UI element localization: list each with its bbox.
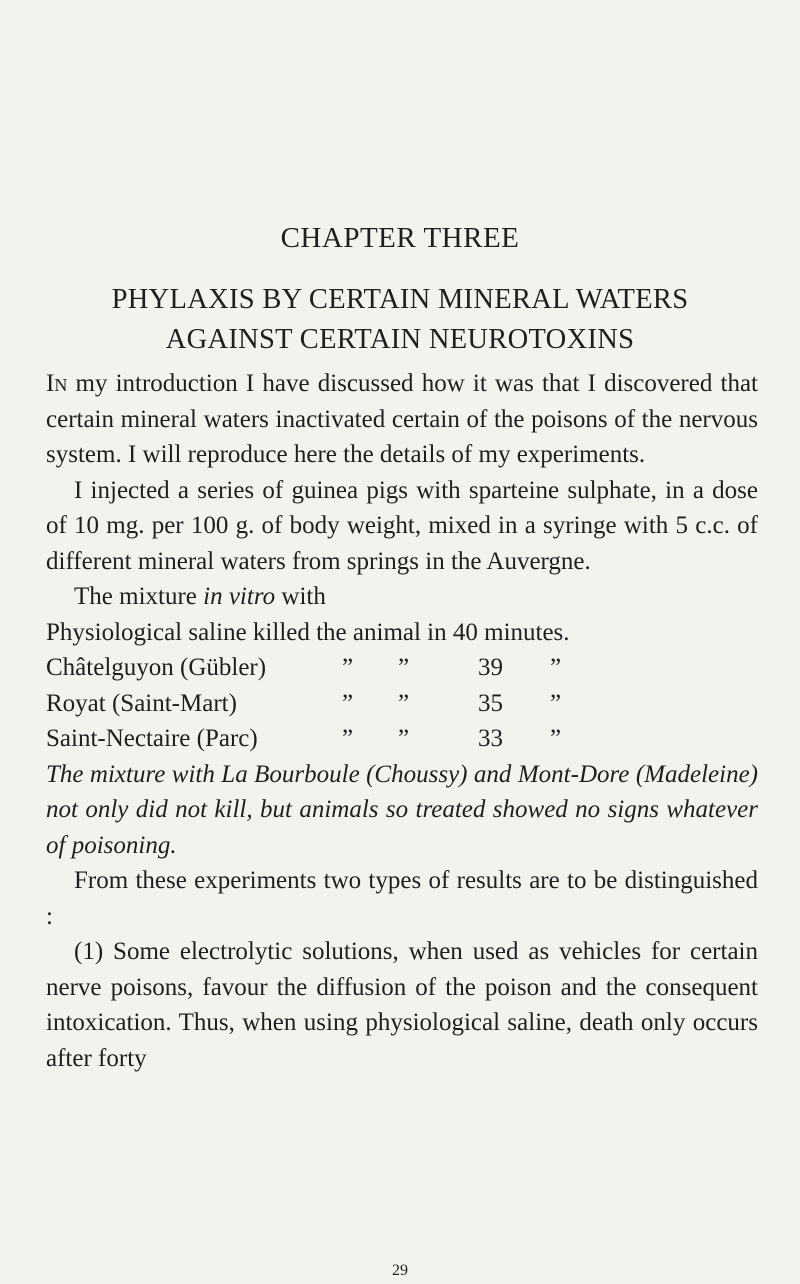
paragraph-mixture xyxy=(46,579,758,615)
spring-name: Saint-Nectaire (Parc) xyxy=(46,725,258,752)
ditto-mark: ” xyxy=(342,689,354,717)
ditto-mark: ” xyxy=(550,654,562,681)
spring-name: Royat (Saint-Mart) xyxy=(46,689,237,717)
page-number: 29 xyxy=(392,1262,408,1279)
ditto-mark: ” xyxy=(550,725,562,752)
spring-name: Châtelguyon (Gübler) xyxy=(46,654,267,681)
ditto-mark: ” xyxy=(398,689,410,717)
paragraph-results-intro: From these experiments two types of results are to be distinguished : xyxy=(46,867,758,930)
minutes-value: 39 xyxy=(478,654,503,681)
paragraph-intro-text: my introduction I have discussed how it was that I discovered that certain mineral waters inactivated certain of the poisons of the nervous system. I will reproduce here the details of my experiments. xyxy=(46,370,758,468)
dropcap-lead: In xyxy=(46,370,68,397)
chapter-heading: CHAPTER THREE xyxy=(280,222,520,254)
results-first-line: Physiological saline killed the animal in 40 minutes. xyxy=(46,618,570,646)
table-row xyxy=(46,650,758,686)
mixture-italic: in vitro xyxy=(203,583,276,610)
title-line-2: AGAINST CERTAIN NEUROTOXINS xyxy=(165,324,635,355)
body-text xyxy=(46,366,758,1076)
table-row xyxy=(46,686,758,722)
paragraph-point-1: (1) Some electrolytic solutions, when used as vehicles for certain nerve poisons, favour the diffusion of the poison and the consequent intoxication. Thus, when using physiological saline, death only occurs after forty xyxy=(46,938,758,1072)
ditto-mark: ” xyxy=(342,725,354,752)
chapter-title xyxy=(0,280,800,360)
results-list xyxy=(46,615,758,757)
paragraph-intro xyxy=(46,366,758,473)
mixture-pre: The mixture xyxy=(74,583,204,610)
paragraph-method: I injected a series of guinea pigs with sparteine sulphate, in a dose of 10 mg. per 100 g. of body weight, mixed in a syringe with 5 c.c. of different mineral waters from springs in the Auvergne. xyxy=(46,476,758,575)
minutes-value: 35 xyxy=(478,689,503,717)
mixture-post: with xyxy=(275,583,326,610)
ditto-mark: ” xyxy=(550,689,562,717)
paragraph-italic-finding: The mixture with La Bourboule (Choussy) and Mont-Dore (Madeleine) not only did not kill, but animals so treated showed no signs whatever of poisoning. xyxy=(46,760,758,859)
results-row-saline xyxy=(46,615,758,651)
ditto-mark: ” xyxy=(398,725,410,752)
title-line-1: PHYLAXIS BY CERTAIN MINERAL WATERS xyxy=(111,284,689,315)
ditto-mark: ” xyxy=(342,654,354,681)
table-row xyxy=(46,721,758,757)
ditto-mark: ” xyxy=(398,654,410,681)
minutes-value: 33 xyxy=(478,725,503,752)
